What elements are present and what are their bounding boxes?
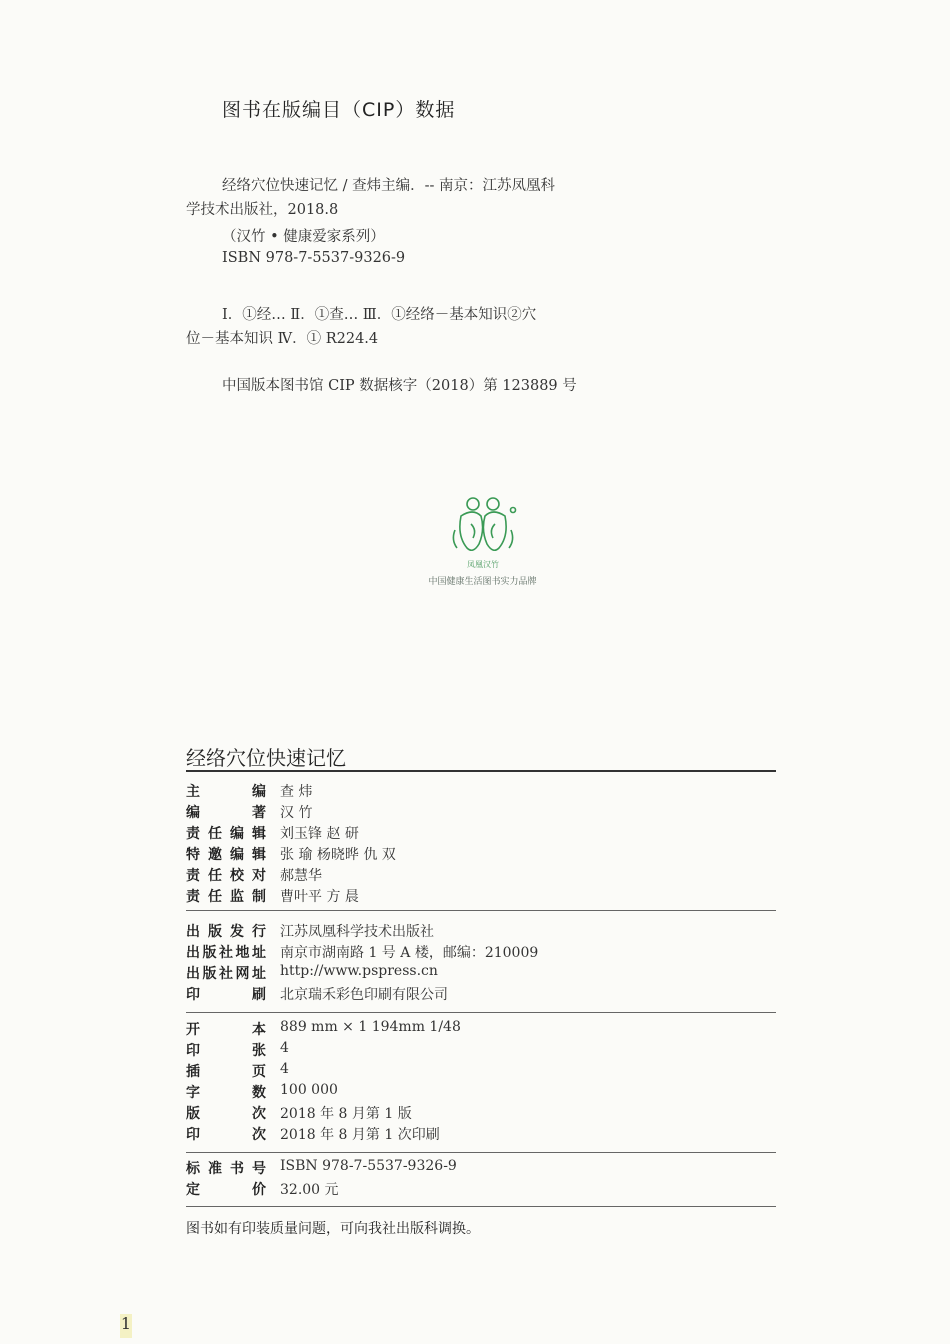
svg-text:凤凰汉竹: 凤凰汉竹 — [466, 560, 499, 569]
footer-note: 图书如有印装质量问题，可向我社出版科调换。 — [186, 1221, 480, 1237]
publisher-label: 出版社地址 — [186, 945, 266, 961]
publisher-value: http://www.pspress.cn — [280, 963, 438, 979]
specs-label: 印次 — [186, 1127, 266, 1143]
specs-row — [186, 1019, 776, 1040]
specs-value: 2018 年 8 月第 1 版 — [280, 1106, 412, 1122]
specs-divider — [186, 1152, 776, 1153]
book-title: 经络穴位快速记忆 — [186, 746, 346, 770]
publisher-row — [186, 921, 776, 942]
pricing-label: 标准书号 — [186, 1161, 266, 1177]
specs-row — [186, 1061, 776, 1082]
cip-line-record: 中国版本图书馆 CIP 数据核字（2018）第 123889 号 — [222, 378, 577, 394]
publisher-label: 出版发行 — [186, 924, 266, 940]
publisher-logo — [410, 490, 555, 587]
cip-line-isbn: ISBN 978-7-5537-9326-9 — [222, 250, 406, 266]
cip-heading: 图书在版编目（CIP）数据 — [222, 99, 456, 121]
specs-value: 4 — [280, 1061, 289, 1077]
specs-label: 印张 — [186, 1043, 266, 1059]
specs-row — [186, 1082, 776, 1103]
publisher-row — [186, 984, 776, 1005]
credits-row — [186, 823, 776, 844]
credits-label: 编著 — [186, 805, 266, 821]
title-rule — [186, 770, 776, 772]
publisher-row — [186, 942, 776, 963]
pricing-row — [186, 1158, 776, 1179]
specs-label: 插页 — [186, 1064, 266, 1080]
cip-line-subject-1: Ⅰ．①经… Ⅱ．①查… Ⅲ．①经络－基本知识②穴 — [222, 307, 537, 323]
credits-row — [186, 886, 776, 907]
publisher-value: 江苏凤凰科学技术出版社 — [280, 924, 434, 940]
cip-line-subject-2: 位－基本知识 Ⅳ．① R224.4 — [186, 331, 379, 347]
publisher-value: 南京市湖南路 1 号 A 楼，邮编：210009 — [280, 945, 539, 961]
bamboo-figures-logo-icon — [443, 490, 523, 572]
cip-line-publisher: 学技术出版社，2018.8 — [186, 202, 339, 218]
credits-label: 特邀编辑 — [186, 847, 266, 863]
publisher-value: 北京瑞禾彩色印刷有限公司 — [280, 987, 448, 1003]
credits-value: 汉 竹 — [280, 805, 313, 821]
page-number: 1 — [120, 1314, 132, 1338]
publisher-divider — [186, 1012, 776, 1013]
credits-label: 责任编辑 — [186, 826, 266, 842]
credits-row — [186, 781, 776, 802]
specs-label: 版次 — [186, 1106, 266, 1122]
publisher-label: 印刷 — [186, 987, 266, 1003]
specs-label: 字数 — [186, 1085, 266, 1101]
pricing-row — [186, 1179, 776, 1200]
publisher-label: 出版社网址 — [186, 966, 266, 982]
pricing-value: ISBN 978-7-5537-9326-9 — [280, 1158, 457, 1174]
specs-value: 4 — [280, 1040, 289, 1056]
pricing-divider — [186, 1206, 776, 1207]
credits-value: 查 炜 — [280, 784, 313, 800]
credits-divider — [186, 910, 776, 911]
cip-line-series: （汉竹 • 健康爱家系列） — [222, 229, 385, 245]
credits-value: 郝慧华 — [280, 868, 322, 884]
specs-value: 889 mm × 1 194mm 1/48 — [280, 1019, 461, 1035]
credits-row — [186, 844, 776, 865]
specs-value: 100 000 — [280, 1082, 338, 1098]
specs-row — [186, 1040, 776, 1061]
credits-label: 责任监制 — [186, 889, 266, 905]
specs-value: 2018 年 8 月第 1 次印刷 — [280, 1127, 440, 1143]
credits-value: 刘玉锋 赵 研 — [280, 826, 359, 842]
logo-caption: 中国健康生活图书实力品牌 — [428, 577, 537, 587]
specs-row — [186, 1124, 776, 1145]
credits-value: 张 瑜 杨晓晔 仇 双 — [280, 847, 396, 863]
cip-line-title: 经络穴位快速记忆 / 查炜主编．-- 南京：江苏凤凰科 — [222, 178, 556, 194]
pricing-label: 定价 — [186, 1182, 266, 1198]
specs-row — [186, 1103, 776, 1124]
credits-value: 曹叶平 方 晨 — [280, 889, 359, 905]
credits-row — [186, 865, 776, 886]
specs-label: 开本 — [186, 1022, 266, 1038]
publisher-row — [186, 963, 776, 984]
credits-label: 主编 — [186, 784, 266, 800]
credits-label: 责任校对 — [186, 868, 266, 884]
pricing-value: 32.00 元 — [280, 1182, 339, 1198]
credits-row — [186, 802, 776, 823]
